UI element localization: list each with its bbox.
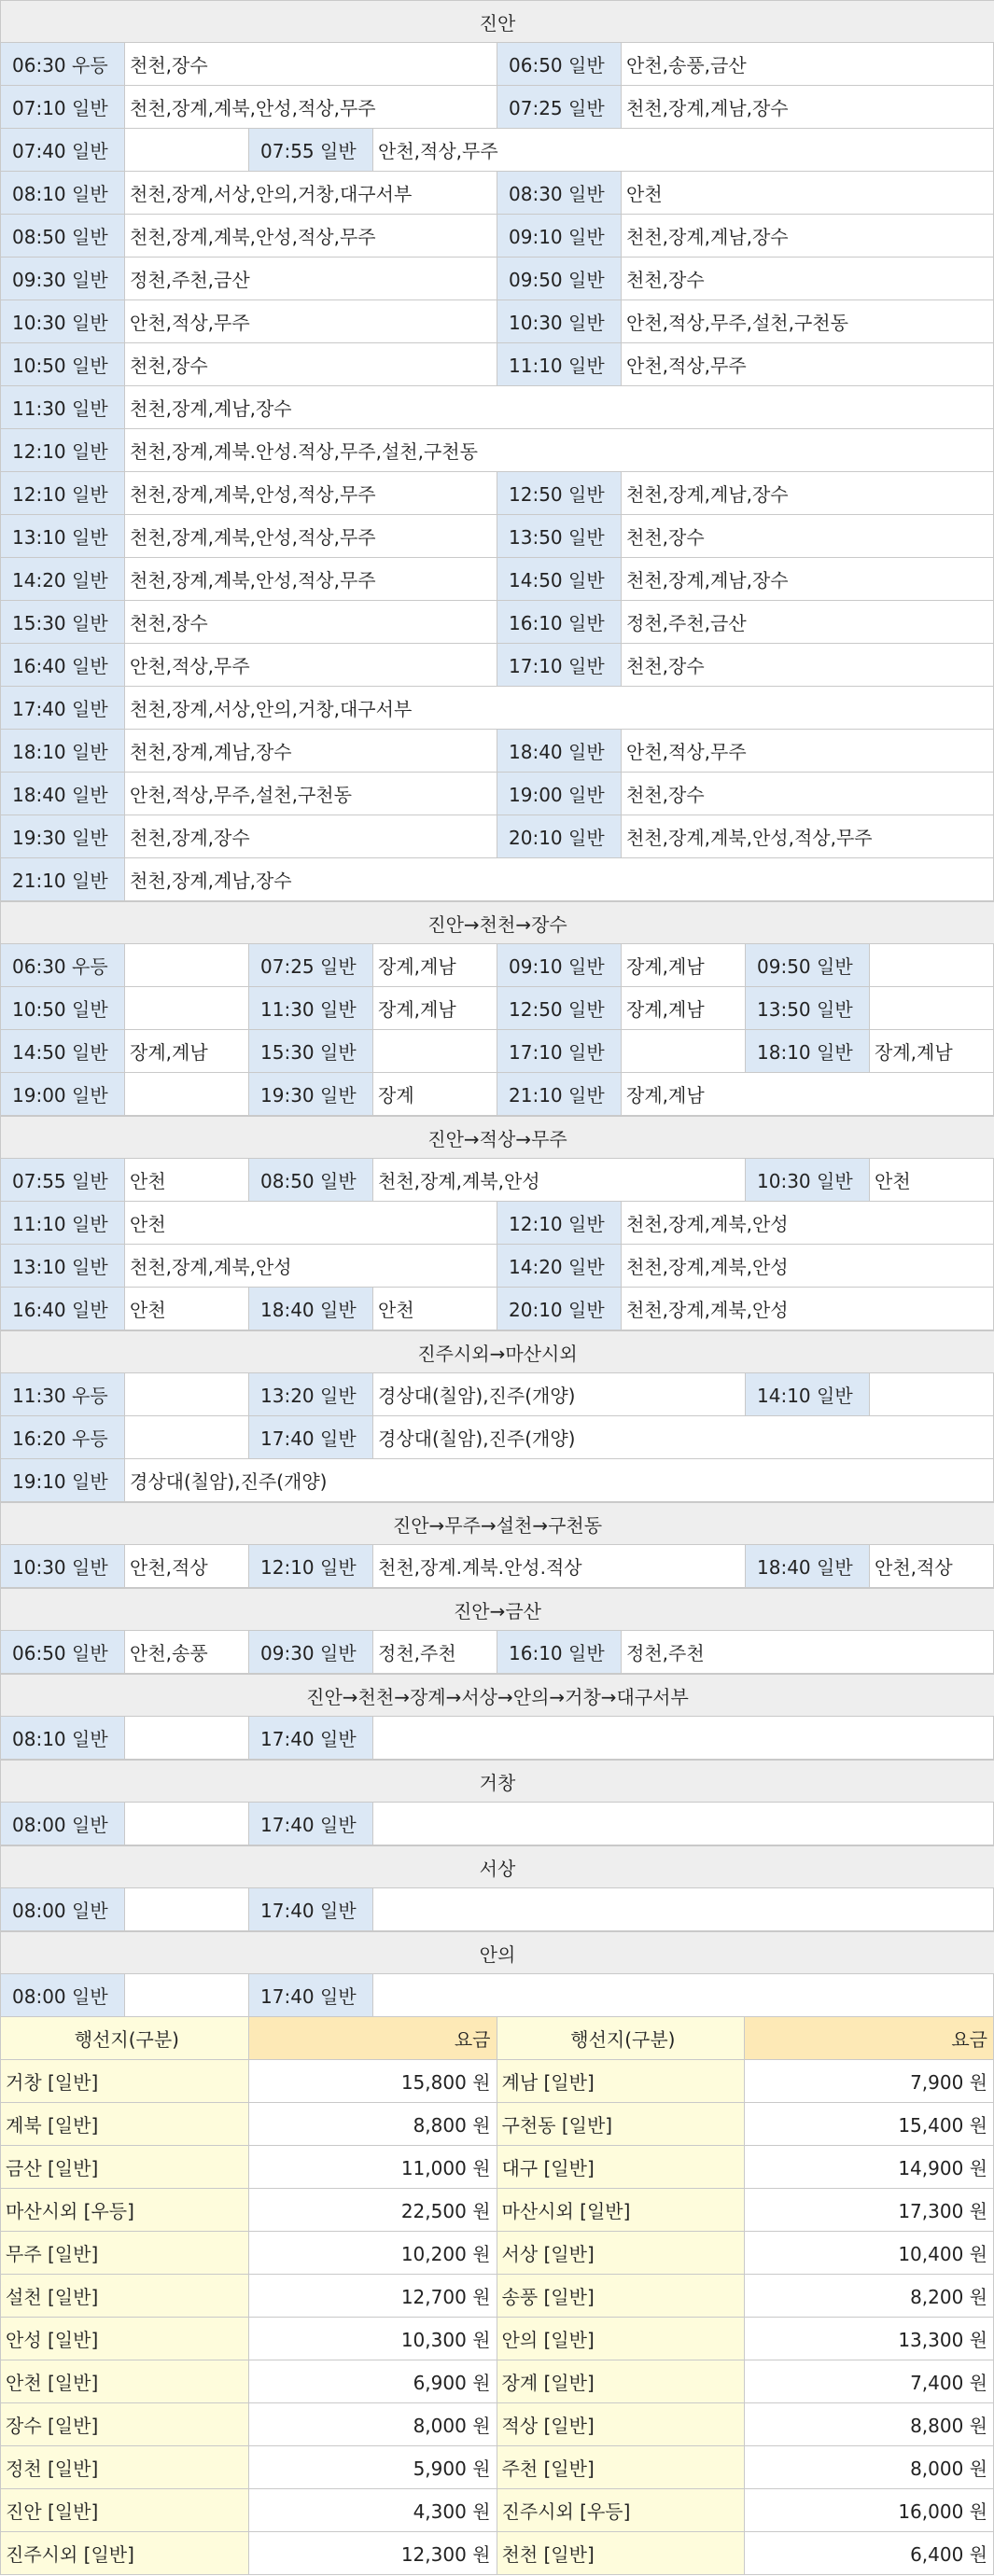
route-stops: 천천,장계,계남,장수 — [125, 730, 497, 772]
schedule-row — [1, 1717, 994, 1760]
schedule-row — [1, 1545, 994, 1588]
departure-time: 18:40 일반 — [1, 773, 125, 815]
schedule-row — [1, 429, 994, 472]
route-stops — [622, 1030, 746, 1072]
departure-time: 13:10 일반 — [1, 1245, 125, 1287]
route-stops: 정천,주천 — [622, 1631, 994, 1673]
departure-time: 10:30 일반 — [1, 1545, 125, 1587]
departure-time: 19:00 일반 — [497, 773, 622, 815]
route-stops: 천천,장계,계남,장수 — [622, 215, 994, 257]
fare-destination: 장수 [일반] — [1, 2403, 249, 2445]
departure-time: 11:30 일반 — [249, 987, 373, 1029]
fare-destination: 적상 [일반] — [497, 2403, 746, 2445]
fare-row — [1, 2360, 994, 2403]
fare-price: 7,900 원 — [745, 2060, 994, 2102]
fare-price: 12,300 원 — [249, 2532, 497, 2574]
section-header — [1, 0, 994, 43]
route-stops: 천천,장계,계북,안성,적상,무주 — [125, 215, 497, 257]
route-stops: 장계,계남 — [870, 1030, 994, 1072]
route-stops: 안천,적상,무주,설천,구천동 — [125, 773, 497, 815]
section-title: 진주시외→마산시외 — [417, 1342, 578, 1365]
route-stops: 안천,적상,무주 — [373, 129, 994, 171]
fare-destination: 주천 [일반] — [497, 2446, 746, 2488]
route-stops: 안천,적상 — [870, 1545, 994, 1587]
route-stops: 천천,장수 — [622, 258, 994, 299]
fare-price: 8,800 원 — [745, 2403, 994, 2445]
fare-destination: 장계 [일반] — [497, 2360, 746, 2402]
route-stops — [125, 1373, 249, 1415]
route-stops: 안천,송풍 — [125, 1631, 249, 1673]
fare-destination: 진안 [일반] — [1, 2489, 249, 2531]
fare-destination: 대구 [일반] — [497, 2146, 746, 2188]
route-stops: 정천,주천,금산 — [125, 258, 497, 299]
departure-time: 08:10 일반 — [1, 1717, 125, 1759]
departure-time: 17:10 일반 — [497, 644, 622, 686]
departure-time: 18:40 일반 — [497, 730, 622, 772]
departure-time: 12:10 일반 — [1, 472, 125, 514]
route-stops: 천천,장계,장수 — [125, 815, 497, 857]
schedule-row — [1, 644, 994, 687]
route-stops: 천천,장수 — [622, 515, 994, 557]
departure-time: 09:50 일반 — [746, 944, 870, 986]
fare-price: 14,900 원 — [745, 2146, 994, 2188]
departure-time: 16:10 일반 — [497, 1631, 622, 1673]
departure-time: 06:50 일반 — [1, 1631, 125, 1673]
departure-time: 13:50 일반 — [746, 987, 870, 1029]
route-stops: 정천,주천,금산 — [622, 601, 994, 643]
departure-time: 18:10 일반 — [1, 730, 125, 772]
route-stops: 천천,장계,서상,안의,거창,대구서부 — [125, 687, 994, 729]
fare-destination: 안천 [일반] — [1, 2360, 249, 2402]
schedule-row — [1, 687, 994, 730]
departure-time: 08:50 일반 — [1, 215, 125, 257]
schedule-row — [1, 515, 994, 558]
departure-time: 18:10 일반 — [746, 1030, 870, 1072]
route-stops — [125, 1803, 249, 1845]
fare-header-row — [1, 2017, 994, 2060]
route-stops: 장계 — [373, 1073, 497, 1115]
departure-time: 19:00 일반 — [1, 1073, 125, 1115]
schedule-row — [1, 172, 994, 215]
departure-time: 20:10 일반 — [497, 1288, 622, 1330]
section-header — [1, 1116, 994, 1159]
route-stops: 안천,적상 — [125, 1545, 249, 1587]
route-stops: 안천,적상,무주 — [622, 343, 994, 385]
departure-time: 07:25 일반 — [497, 86, 622, 128]
route-stops: 장계,계남 — [373, 987, 497, 1029]
departure-time: 14:50 일반 — [1, 1030, 125, 1072]
fare-price: 11,000 원 — [249, 2146, 497, 2188]
schedule-row — [1, 558, 994, 601]
route-stops — [373, 1974, 994, 2016]
schedule-row — [1, 1631, 994, 1674]
route-stops: 안천 — [125, 1288, 249, 1330]
route-stops: 장계,계남 — [125, 1030, 249, 1072]
departure-time: 14:20 일반 — [1, 558, 125, 600]
fare-row — [1, 2489, 994, 2532]
route-stops: 안천,적상,무주 — [125, 300, 497, 342]
route-stops: 안천 — [622, 172, 994, 214]
route-stops: 천천,장계,계남,장수 — [622, 86, 994, 128]
departure-time: 08:30 일반 — [497, 172, 622, 214]
route-stops: 천천,장수 — [622, 773, 994, 815]
route-stops — [125, 1416, 249, 1458]
schedule-row — [1, 1803, 994, 1845]
fare-price: 16,000 원 — [745, 2489, 994, 2531]
route-stops: 안천 — [125, 1159, 249, 1201]
departure-time: 13:50 일반 — [497, 515, 622, 557]
route-stops: 천천,장계,서상,안의,거창,대구서부 — [125, 172, 497, 214]
section-title: 진안→적상→무주 — [427, 1127, 567, 1150]
fare-price: 10,300 원 — [249, 2318, 497, 2360]
section-header — [1, 1588, 994, 1631]
route-stops: 천천,장계,계남,장수 — [622, 472, 994, 514]
departure-time: 18:40 일반 — [746, 1545, 870, 1587]
fare-destination: 마산시외 [일반] — [497, 2189, 746, 2231]
departure-time: 10:50 일반 — [1, 987, 125, 1029]
route-stops: 천천,장수 — [125, 43, 497, 85]
departure-time: 15:30 일반 — [1, 601, 125, 643]
departure-time: 13:20 일반 — [249, 1373, 373, 1415]
route-stops: 천천,장계,계북,안성,적상,무주 — [622, 815, 994, 857]
schedule-row — [1, 1459, 994, 1502]
departure-time: 10:30 일반 — [497, 300, 622, 342]
departure-time: 07:55 일반 — [249, 129, 373, 171]
route-stops — [125, 129, 249, 171]
fare-destination: 설천 [일반] — [1, 2275, 249, 2317]
fare-destination: 계북 [일반] — [1, 2103, 249, 2145]
departure-time: 17:40 일반 — [249, 1717, 373, 1759]
route-stops: 천천,장계,계북,안성,적상,무주 — [125, 86, 497, 128]
schedule-row — [1, 386, 994, 429]
departure-time: 21:10 일반 — [1, 858, 125, 900]
fare-destination: 송풍 [일반] — [497, 2275, 746, 2317]
fare-price: 8,800 원 — [249, 2103, 497, 2145]
schedule-sections — [1, 0, 994, 2017]
fare-price: 17,300 원 — [745, 2189, 994, 2231]
fare-row — [1, 2232, 994, 2275]
schedule-row — [1, 300, 994, 343]
route-stops: 천천,장계,계남,장수 — [125, 858, 994, 900]
departure-time: 12:10 일반 — [497, 1202, 622, 1244]
section-header — [1, 1845, 994, 1888]
departure-time: 12:10 일반 — [249, 1545, 373, 1587]
fare-row — [1, 2446, 994, 2489]
fare-row — [1, 2275, 994, 2318]
fare-destination: 서상 [일반] — [497, 2232, 746, 2274]
departure-time: 16:40 일반 — [1, 644, 125, 686]
route-stops: 천천,장계,계남,장수 — [125, 386, 994, 428]
departure-time: 09:30 일반 — [249, 1631, 373, 1673]
departure-time: 11:10 일반 — [497, 343, 622, 385]
departure-time: 12:10 일반 — [1, 429, 125, 471]
section-header — [1, 1931, 994, 1974]
departure-time: 09:10 일반 — [497, 215, 622, 257]
fare-destination: 정천 [일반] — [1, 2446, 249, 2488]
fare-row — [1, 2403, 994, 2446]
fare-price: 10,200 원 — [249, 2232, 497, 2274]
fare-row — [1, 2103, 994, 2146]
departure-time: 20:10 일반 — [497, 815, 622, 857]
section-header — [1, 901, 994, 944]
destination-header: 행선지(구분) — [1, 2017, 249, 2059]
schedule-row — [1, 601, 994, 644]
route-stops: 경상대(칠암),진주(개양) — [373, 1416, 994, 1458]
departure-time: 19:30 일반 — [1, 815, 125, 857]
fare-price: 8,000 원 — [745, 2446, 994, 2488]
departure-time: 16:40 일반 — [1, 1288, 125, 1330]
fare-row — [1, 2532, 994, 2575]
departure-time: 15:30 일반 — [249, 1030, 373, 1072]
route-stops — [870, 987, 994, 1029]
fare-destination: 진주시외 [일반] — [1, 2532, 249, 2574]
schedule-row — [1, 1888, 994, 1931]
route-stops: 천천,장계,계북.안성.적상,무주,설천,구천동 — [125, 429, 994, 471]
fare-row — [1, 2189, 994, 2232]
route-stops: 안천 — [373, 1288, 497, 1330]
departure-time: 07:55 일반 — [1, 1159, 125, 1201]
route-stops — [125, 1888, 249, 1930]
departure-time: 08:10 일반 — [1, 172, 125, 214]
departure-time: 10:50 일반 — [1, 343, 125, 385]
fare-destination: 천천 [일반] — [497, 2532, 746, 2574]
route-stops: 안천,송풍,금산 — [622, 43, 994, 85]
route-stops: 천천,장계,계남,장수 — [622, 558, 994, 600]
departure-time: 08:00 일반 — [1, 1974, 125, 2016]
schedule-row — [1, 1974, 994, 2017]
schedule-row — [1, 258, 994, 300]
route-stops: 장계,계남 — [622, 987, 746, 1029]
route-stops: 천천,장계,계북,안성 — [622, 1202, 994, 1244]
schedule-row — [1, 1416, 994, 1459]
departure-time: 18:40 일반 — [249, 1288, 373, 1330]
schedule-row — [1, 343, 994, 386]
fare-price: 15,800 원 — [249, 2060, 497, 2102]
departure-time: 08:50 일반 — [249, 1159, 373, 1201]
fare-price: 8,000 원 — [249, 2403, 497, 2445]
departure-time: 12:50 일반 — [497, 472, 622, 514]
section-header — [1, 1760, 994, 1803]
fare-destination: 계남 [일반] — [497, 2060, 746, 2102]
departure-time: 07:10 일반 — [1, 86, 125, 128]
route-stops: 천천,장계.계북.안성.적상 — [373, 1545, 746, 1587]
destination-header: 행선지(구분) — [497, 2017, 746, 2059]
route-stops: 천천,장계,계북,안성,적상,무주 — [125, 472, 497, 514]
route-stops: 정천,주천 — [373, 1631, 497, 1673]
route-stops: 장계,계남 — [622, 1073, 994, 1115]
route-stops — [870, 1373, 994, 1415]
fare-price: 5,900 원 — [249, 2446, 497, 2488]
section-title: 진안→천천→장계→서상→안의→거창→대구서부 — [306, 1685, 689, 1708]
departure-time: 17:40 일반 — [249, 1974, 373, 2016]
schedule-row — [1, 858, 994, 901]
fare-destination: 마산시외 [우등] — [1, 2189, 249, 2231]
departure-time: 07:40 일반 — [1, 129, 125, 171]
section-title: 진안→무주→설천→구천동 — [392, 1513, 603, 1537]
schedule-row — [1, 1159, 994, 1202]
section-title: 거창 — [479, 1771, 516, 1794]
section-title: 진안 — [479, 11, 516, 35]
fare-row — [1, 2318, 994, 2360]
departure-time: 08:00 일반 — [1, 1803, 125, 1845]
route-stops: 장계,계남 — [622, 944, 746, 986]
departure-time: 06:50 일반 — [497, 43, 622, 85]
section-header — [1, 1502, 994, 1545]
fare-destination: 거창 [일반] — [1, 2060, 249, 2102]
departure-time: 17:10 일반 — [497, 1030, 622, 1072]
departure-time: 16:20 우등 — [1, 1416, 125, 1458]
departure-time: 19:30 일반 — [249, 1073, 373, 1115]
fare-row — [1, 2146, 994, 2189]
schedule-row — [1, 773, 994, 815]
schedule-row — [1, 472, 994, 515]
route-stops: 천천,장계,계북,안성 — [125, 1245, 497, 1287]
schedule-row — [1, 987, 994, 1030]
fare-price: 4,300 원 — [249, 2489, 497, 2531]
fare-header: 요금 — [249, 2017, 497, 2059]
route-stops — [870, 944, 994, 986]
route-stops: 안천,적상,무주,설천,구천동 — [622, 300, 994, 342]
fare-price: 12,700 원 — [249, 2275, 497, 2317]
departure-time: 10:30 일반 — [1, 300, 125, 342]
fare-destination: 안성 [일반] — [1, 2318, 249, 2360]
fare-destination: 안의 [일반] — [497, 2318, 746, 2360]
route-stops: 천천,장수 — [125, 343, 497, 385]
route-stops: 안천 — [870, 1159, 994, 1201]
departure-time: 17:40 일반 — [1, 687, 125, 729]
schedule-row — [1, 1202, 994, 1245]
route-stops: 천천,장수 — [622, 644, 994, 686]
route-stops — [373, 1030, 497, 1072]
departure-time: 09:30 일반 — [1, 258, 125, 299]
route-stops: 천천,장계,계북,안성 — [622, 1288, 994, 1330]
departure-time: 13:10 일반 — [1, 515, 125, 557]
departure-time: 14:20 일반 — [497, 1245, 622, 1287]
route-stops — [125, 944, 249, 986]
departure-time: 09:50 일반 — [497, 258, 622, 299]
schedule-row — [1, 43, 994, 86]
schedule-row — [1, 1288, 994, 1330]
departure-time: 19:10 일반 — [1, 1459, 125, 1501]
schedule-row — [1, 1030, 994, 1073]
schedule-row — [1, 815, 994, 858]
departure-time: 06:30 우등 — [1, 43, 125, 85]
departure-time: 11:30 일반 — [1, 386, 125, 428]
section-title: 안의 — [479, 1942, 516, 1966]
route-stops — [125, 987, 249, 1029]
fare-price: 13,300 원 — [745, 2318, 994, 2360]
fare-table — [1, 2017, 994, 2575]
departure-time: 09:10 일반 — [497, 944, 622, 986]
departure-time: 21:10 일반 — [497, 1073, 622, 1115]
departure-time: 14:50 일반 — [497, 558, 622, 600]
fare-price: 8,200 원 — [745, 2275, 994, 2317]
route-stops: 천천,장계,계북,안성,적상,무주 — [125, 515, 497, 557]
section-title: 진안→금산 — [453, 1599, 542, 1622]
departure-time: 11:30 우등 — [1, 1373, 125, 1415]
fare-destination: 금산 [일반] — [1, 2146, 249, 2188]
schedule-row — [1, 1373, 994, 1416]
departure-time: 08:00 일반 — [1, 1888, 125, 1930]
route-stops: 장계,계남 — [373, 944, 497, 986]
departure-time: 17:40 일반 — [249, 1416, 373, 1458]
fare-row — [1, 2060, 994, 2103]
fare-destination: 구천동 [일반] — [497, 2103, 746, 2145]
fare-price: 10,400 원 — [745, 2232, 994, 2274]
route-stops — [125, 1974, 249, 2016]
schedule-row — [1, 730, 994, 773]
fare-price: 6,400 원 — [745, 2532, 994, 2574]
route-stops — [373, 1803, 994, 1845]
section-title: 서상 — [479, 1857, 516, 1880]
route-stops — [373, 1888, 994, 1930]
route-stops: 안천,적상,무주 — [125, 644, 497, 686]
fare-destination: 무주 [일반] — [1, 2232, 249, 2274]
departure-time: 10:30 일반 — [746, 1159, 870, 1201]
departure-time: 12:50 일반 — [497, 987, 622, 1029]
route-stops: 경상대(칠암),진주(개양) — [125, 1459, 994, 1501]
schedule-row — [1, 1073, 994, 1116]
departure-time: 11:10 일반 — [1, 1202, 125, 1244]
schedule-row — [1, 86, 994, 129]
fare-price: 6,900 원 — [249, 2360, 497, 2402]
section-header — [1, 1330, 994, 1373]
route-stops: 천천,장계,계북,안성,적상,무주 — [125, 558, 497, 600]
departure-time: 16:10 일반 — [497, 601, 622, 643]
fare-header: 요금 — [745, 2017, 994, 2059]
route-stops — [125, 1717, 249, 1759]
fare-price: 22,500 원 — [249, 2189, 497, 2231]
route-stops: 천천,장수 — [125, 601, 497, 643]
schedule-row — [1, 215, 994, 258]
departure-time: 17:40 일반 — [249, 1803, 373, 1845]
schedule-row — [1, 1245, 994, 1288]
route-stops: 경상대(칠암),진주(개양) — [373, 1373, 746, 1415]
section-title: 진안→천천→장수 — [427, 912, 567, 936]
fare-price: 15,400 원 — [745, 2103, 994, 2145]
departure-time: 06:30 우등 — [1, 944, 125, 986]
route-stops — [373, 1717, 994, 1759]
schedule-row — [1, 129, 994, 172]
fare-price: 7,400 원 — [745, 2360, 994, 2402]
route-stops: 안천 — [125, 1202, 497, 1244]
route-stops: 천천,장계,계북,안성 — [622, 1245, 994, 1287]
departure-time: 14:10 일반 — [746, 1373, 870, 1415]
route-stops: 천천,장계,계북,안성 — [373, 1159, 746, 1201]
route-stops — [125, 1073, 249, 1115]
route-stops: 안천,적상,무주 — [622, 730, 994, 772]
departure-time: 07:25 일반 — [249, 944, 373, 986]
schedule-row — [1, 944, 994, 987]
departure-time: 17:40 일반 — [249, 1888, 373, 1930]
fare-destination: 진주시외 [우등] — [497, 2489, 746, 2531]
section-header — [1, 1674, 994, 1717]
